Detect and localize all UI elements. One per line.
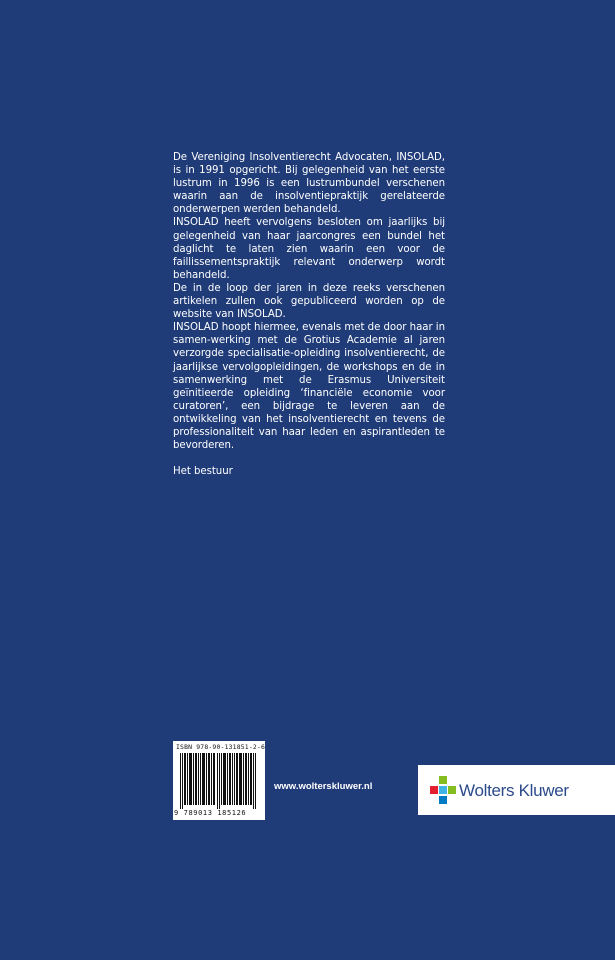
barcode-icon: [176, 753, 262, 809]
publisher-name: Wolters Kluwer: [459, 781, 569, 800]
publisher-website: www.wolterskluwer.nl: [274, 781, 373, 792]
back-cover-text: [173, 151, 445, 478]
barcode-digits: 9 789013 185126: [174, 809, 247, 817]
isbn-barcode: [173, 741, 265, 820]
isbn-label: ISBN 978-90-131851-2-6: [176, 743, 266, 751]
wolters-kluwer-logo-icon: [430, 776, 456, 804]
paragraph-2: INSOLAD heeft vervolgens besloten om jaarlijks bij gelegenheid van haar jaarcongres een bundel het daglicht te laten zien waarin een voor de faillissementspraktijk relevant onderwerp wordt behandeld.: [173, 217, 445, 281]
publisher-logo-box: [418, 765, 615, 815]
paragraph-1: De Vereniging Insolventierecht Advocaten, INSOLAD, is in 1991 opgericht. Bij gelegenheid van het eerste lustrum in 1996 is een lustrumbundel verschenen waarin aan de insolventiepraktijk gerelateerde onderwerpen werden behandeld.: [173, 152, 445, 216]
paragraph-4: INSOLAD hoopt hiermee, evenals met de door haar in samen-werking met de Grotius Academie al jaren verzorgde specialisatie-opleiding insolventierecht, de jaarlijkse vervolgopleidingen, de workshops en de in samenwerking met de Erasmus Universiteit geïnitieerde opleiding ‘financiële economie voor curatoren’, een bijdrage te leveren aan de ontwikkeling van het insolventierecht en tevens de professionaliteit van haar leden en aspirantleden te bevorderen.: [173, 322, 445, 452]
paragraph-3: De in de loop der jaren in deze reeks verschenen artikelen zullen ook gepubliceerd worden op de website van INSOLAD.: [173, 282, 445, 321]
signature: Het bestuur: [173, 466, 233, 478]
